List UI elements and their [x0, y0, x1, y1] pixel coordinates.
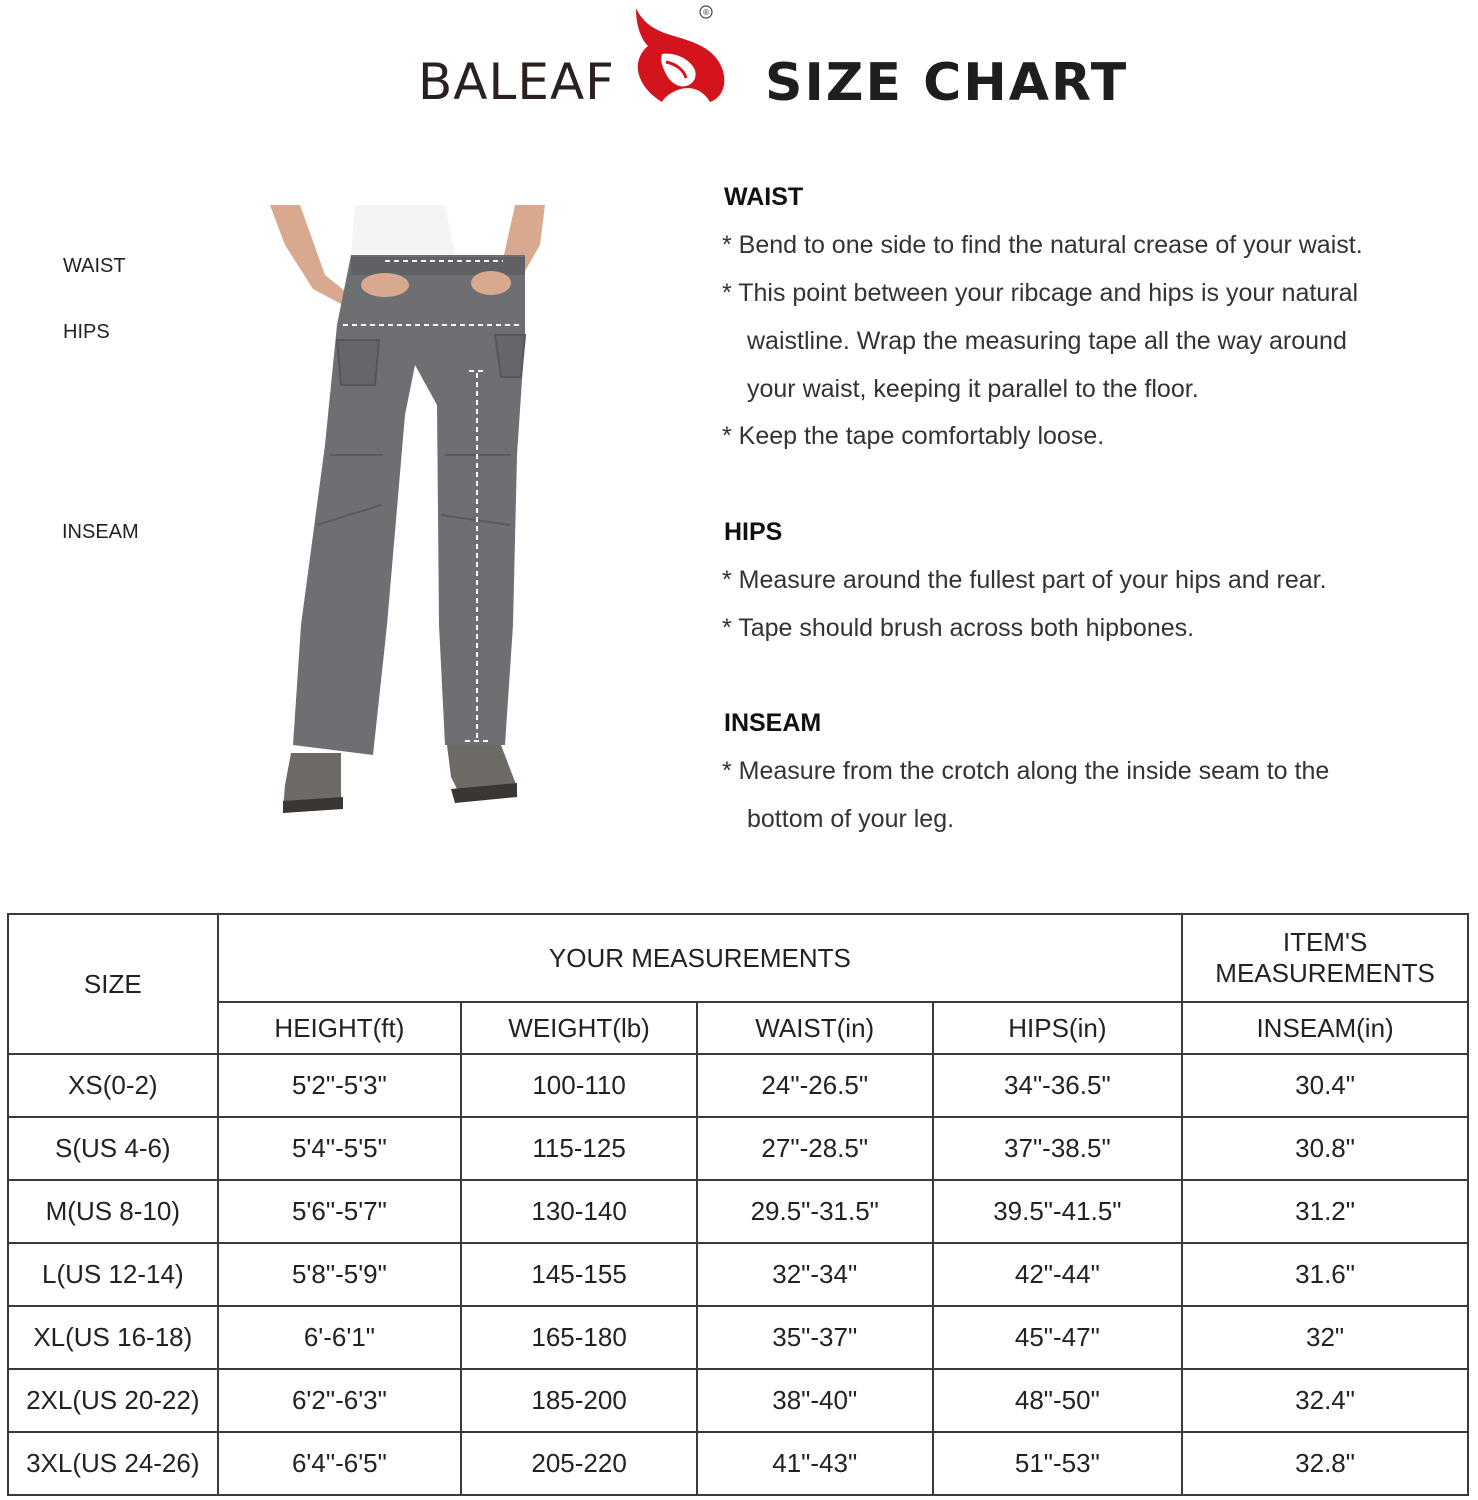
waist-instruction-line: waistline. Wrap the measuring tape all the way around	[747, 327, 1347, 355]
waist-instruction-line: your waist, keeping it parallel to the floor.	[747, 375, 1199, 403]
column-header: INSEAM(in)	[1182, 1002, 1468, 1054]
table-cell: 24"-26.5"	[697, 1054, 933, 1117]
table-cell: 5'4"-5'5"	[218, 1117, 462, 1180]
hips-label: HIPS	[63, 321, 110, 343]
table-cell: 32"-34"	[697, 1243, 933, 1306]
inseam-label: INSEAM	[62, 521, 139, 543]
table-row	[8, 1054, 1468, 1117]
brand-name: BALEAF	[418, 53, 615, 111]
table-header-row	[8, 914, 1468, 1002]
table-row	[8, 1432, 1468, 1495]
table-cell: 45"-47"	[933, 1306, 1183, 1369]
table-cell: 185-200	[461, 1369, 697, 1432]
table-cell: 48"-50"	[933, 1369, 1183, 1432]
hips-heading: HIPS	[724, 518, 783, 546]
header	[0, 0, 1478, 130]
table-cell: XL(US 16-18)	[8, 1306, 218, 1369]
table-cell: 6'-6'1"	[218, 1306, 462, 1369]
table-row	[8, 1117, 1468, 1180]
table-cell: 2XL(US 20-22)	[8, 1369, 218, 1432]
table-row	[8, 1306, 1468, 1369]
inseam-instruction-line: bottom of your leg.	[747, 805, 955, 833]
table-row	[8, 1180, 1468, 1243]
size-chart-table	[7, 913, 1469, 1496]
table-cell: 31.6"	[1182, 1243, 1468, 1306]
table-cell: 30.4"	[1182, 1054, 1468, 1117]
table-cell: 115-125	[461, 1117, 697, 1180]
table-cell: 31.2"	[1182, 1180, 1468, 1243]
hips-instruction-line: * Measure around the fullest part of your hips and rear.	[722, 566, 1327, 594]
table-cell: 6'2"-6'3"	[218, 1369, 462, 1432]
your-measurements-header: YOUR MEASUREMENTS	[218, 914, 1183, 1002]
table-cell: 51"-53"	[933, 1432, 1183, 1495]
table-cell: 37"-38.5"	[933, 1117, 1183, 1180]
waist-instruction-line: * Keep the tape comfortably loose.	[722, 422, 1105, 450]
column-header: WEIGHT(lb)	[461, 1002, 697, 1054]
page-title: SIZE CHART	[765, 53, 1129, 113]
registered-mark: ®	[702, 8, 710, 17]
size-column-header: SIZE	[8, 914, 218, 1054]
table-cell: XS(0-2)	[8, 1054, 218, 1117]
table-cell: 32.4"	[1182, 1369, 1468, 1432]
table-cell: 27"-28.5"	[697, 1117, 933, 1180]
table-cell: 39.5"-41.5"	[933, 1180, 1183, 1243]
waist-instruction-line: * This point between your ribcage and hips is your natural	[722, 279, 1359, 307]
table-cell: 32"	[1182, 1306, 1468, 1369]
table-cell: 5'8"-5'9"	[218, 1243, 462, 1306]
pants-model-illustration	[255, 205, 555, 815]
items-measurements-line: ITEM'S	[1282, 927, 1368, 957]
table-cell: 6'4"-6'5"	[218, 1432, 462, 1495]
table-cell: 35"-37"	[697, 1306, 933, 1369]
table-cell: 34"-36.5"	[933, 1054, 1183, 1117]
table-cell: 130-140	[461, 1180, 697, 1243]
column-header: HEIGHT(ft)	[218, 1002, 462, 1054]
table-cell: 100-110	[461, 1054, 697, 1117]
column-header: HIPS(in)	[933, 1002, 1183, 1054]
table-cell: 5'6"-5'7"	[218, 1180, 462, 1243]
table-cell: M(US 8-10)	[8, 1180, 218, 1243]
table-cell: 145-155	[461, 1243, 697, 1306]
table-cell: 205-220	[461, 1432, 697, 1495]
table-cell: S(US 4-6)	[8, 1117, 218, 1180]
table-cell: L(US 12-14)	[8, 1243, 218, 1306]
table-row	[8, 1369, 1468, 1432]
table-row	[8, 1243, 1468, 1306]
table-cell: 38"-40"	[697, 1369, 933, 1432]
table-cell: 5'2"-5'3"	[218, 1054, 462, 1117]
waist-label: WAIST	[63, 255, 126, 277]
table-cell: 30.8"	[1182, 1117, 1468, 1180]
table-cell: 29.5"-31.5"	[697, 1180, 933, 1243]
table-cell: 41"-43"	[697, 1432, 933, 1495]
inseam-heading: INSEAM	[724, 709, 822, 737]
waist-heading: WAIST	[724, 183, 804, 211]
baleaf-logo-icon	[622, 2, 732, 106]
table-cell: 42"-44"	[933, 1243, 1183, 1306]
table-cell: 3XL(US 24-26)	[8, 1432, 218, 1495]
table-subheader-row	[8, 1002, 1468, 1054]
items-measurements-line: MEASUREMENTS	[1215, 958, 1435, 988]
column-header: WAIST(in)	[697, 1002, 933, 1054]
table-cell: 165-180	[461, 1306, 697, 1369]
waist-instruction-line: * Bend to one side to find the natural crease of your waist.	[722, 231, 1363, 259]
inseam-instruction-line: * Measure from the crotch along the inside seam to the	[722, 757, 1330, 785]
items-measurements-header	[1182, 914, 1468, 1002]
hips-instruction-line: * Tape should brush across both hipbones.	[722, 614, 1195, 642]
table-cell: 32.8"	[1182, 1432, 1468, 1495]
